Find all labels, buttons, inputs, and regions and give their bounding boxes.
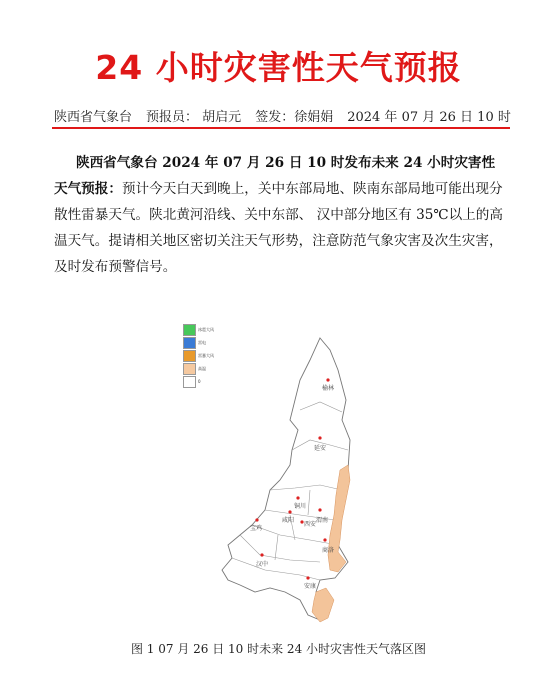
city-dot-weinan	[318, 508, 321, 511]
signer-block	[255, 106, 333, 125]
city-dot-ankang	[306, 576, 309, 579]
city-dot-shangluo	[323, 538, 326, 541]
city-label-hanzhong: 汉中	[256, 561, 269, 568]
legend-swatch	[183, 363, 196, 375]
issue-datetime: 2024 年 07 月 26 日 10 时	[347, 110, 511, 125]
forecast-text-para	[54, 176, 506, 280]
city-label-yanan: 延安	[314, 445, 327, 452]
forecaster-block	[146, 106, 241, 125]
legend-swatch	[183, 376, 196, 388]
legend-label: 高温	[198, 365, 206, 371]
signer-name: 徐娟娟	[294, 110, 334, 125]
city-label-xianyang: 咸阳	[282, 517, 295, 524]
legend-label: 雷电	[198, 339, 206, 345]
city-label-weinan: 渭南	[316, 517, 329, 524]
city-dot-yanan	[318, 436, 321, 439]
document-title: 24 小时灾害性天气预报	[95, 48, 462, 87]
legend-row	[183, 323, 227, 336]
forecaster-name: 胡启元	[202, 110, 242, 125]
forecaster-label: 预报员：	[146, 110, 199, 125]
city-dot-hanzhong	[260, 553, 263, 556]
legend-row	[183, 362, 227, 375]
legend-row	[183, 336, 227, 349]
city-label-yulin: 榆林	[322, 385, 335, 392]
map-legend	[183, 323, 227, 388]
legend-swatch	[183, 350, 196, 362]
legend-label: 雷暴大风	[198, 352, 214, 358]
city-label-shangluo: 商洛	[322, 547, 335, 554]
city-label-xian: 西安	[304, 521, 317, 528]
header-meta	[54, 106, 510, 125]
province-outline	[222, 338, 350, 620]
figure-caption: 图 1 07 月 26 日 10 时未来 24 小时灾害性天气落区图	[130, 642, 427, 656]
forecast-lead: 陕西省气象台 2024 年 07 月 26 日 10 时发布未来 24 小时灾害性	[76, 155, 496, 171]
header-divider	[52, 127, 510, 129]
legend-row	[183, 349, 227, 362]
forecast-text: 预计今天白天到晚上，关中东部局地、陕南东部局地可能出现分散性雷暴天气。陕北黄河沿线、关中东部、 汉中部分地区有 35℃以上的高温天气。提请相关地区密切关注天气形势，注意防范气象灾害及次生灾害，及时发布预警信号。	[54, 181, 503, 275]
city-dot-yulin	[326, 378, 329, 381]
city-dot-tongchuan	[296, 496, 299, 499]
city-label-ankang: 安康	[304, 583, 317, 590]
city-dot-xianyang	[288, 510, 291, 513]
forecast-body	[54, 150, 506, 280]
city-dot-baoji	[255, 518, 258, 521]
legend-label: 冰雹大风	[198, 326, 214, 332]
forecast-lead-tail: 天气预报：	[54, 181, 122, 197]
city-label-baoji: 宝鸡	[250, 525, 263, 532]
city-label-tongchuan: 铜川	[294, 503, 307, 510]
legend-label: 0	[198, 379, 201, 384]
legend-swatch	[183, 324, 196, 336]
legend-swatch	[183, 337, 196, 349]
legend-row	[183, 375, 227, 388]
agency: 陕西省气象台	[54, 110, 133, 125]
signer-label: 签发：	[255, 110, 295, 125]
